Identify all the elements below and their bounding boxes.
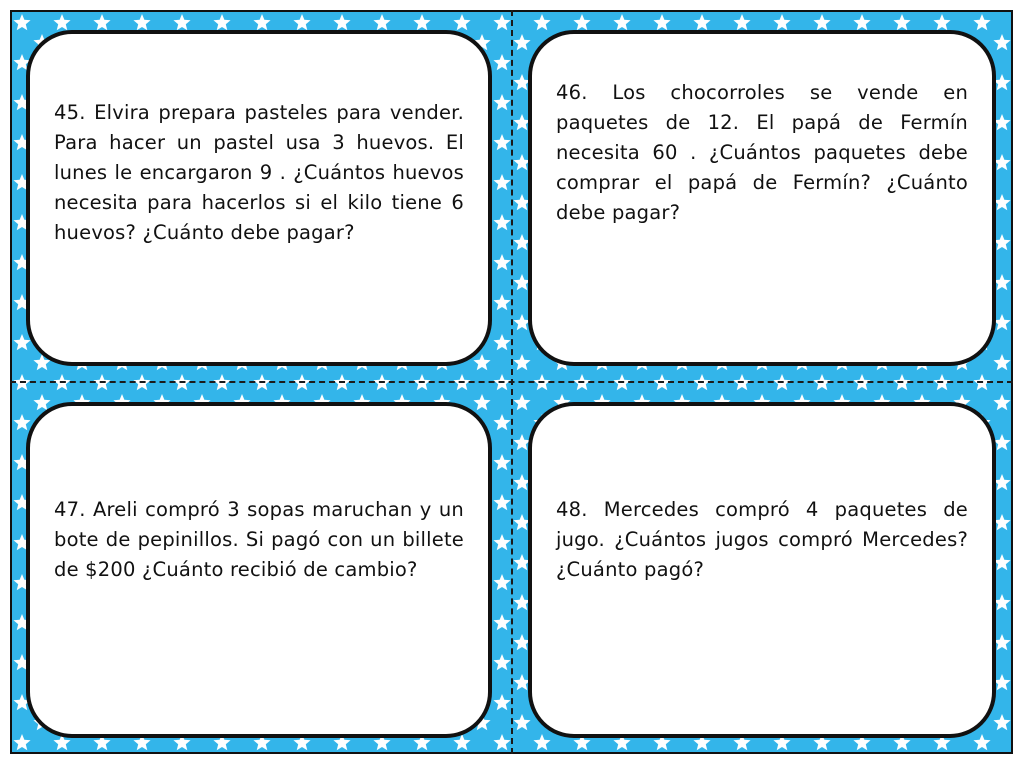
card-48-text: 48. Mercedes compró 4 paquetes de jugo. ¿Cuántos jugos compró Mercedes? ¿Cuánto pagó? bbox=[556, 498, 968, 581]
horizontal-cut-line bbox=[10, 381, 1013, 383]
task-card-48 bbox=[528, 402, 996, 738]
card-45-text: 45. Elvira prepara pasteles para vender. Para hacer un pastel usa 3 huevos. El lunes le encargaron 9 . ¿Cuántos huevos necesita para hacerlos si el kilo tiene 6 huevos? ¿Cuánto debe pagar? bbox=[54, 101, 464, 244]
task-card-45 bbox=[26, 30, 492, 366]
task-card-47 bbox=[26, 402, 492, 738]
card-47-text: 47. Areli compró 3 sopas maruchan y un bote de pepinillos. Si pagó con un billete de $200 ¿Cuánto recibió de cambio? bbox=[54, 498, 464, 581]
task-card-46 bbox=[528, 30, 996, 366]
card-46-text: 46. Los chocorroles se vende en paquetes de 12. El papá de Fermín necesita 60 . ¿Cuántos paquetes debe comprar el papá de Fermín? ¿Cuánto debe pagar? bbox=[556, 81, 968, 224]
